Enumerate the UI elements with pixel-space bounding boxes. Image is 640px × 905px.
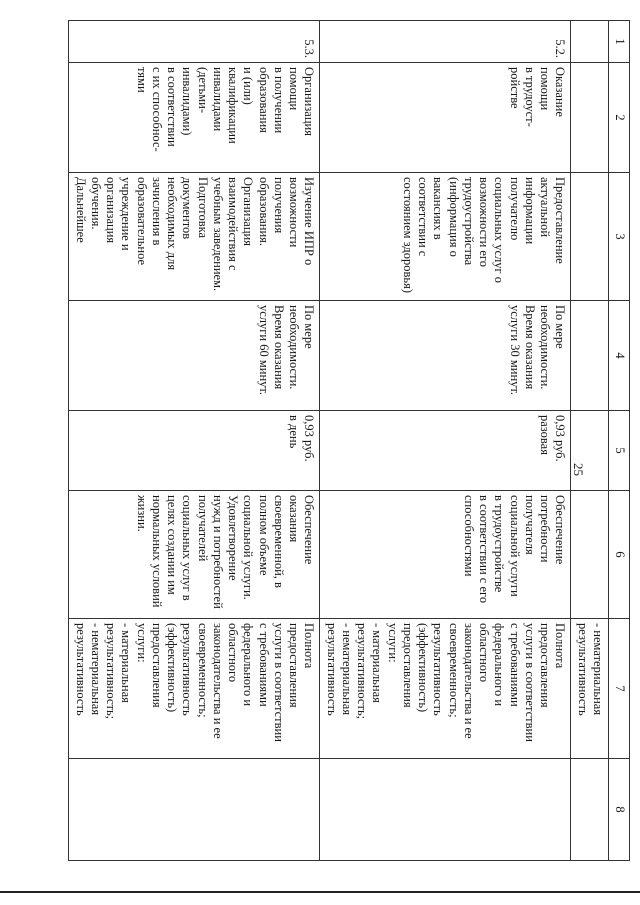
service-content: Изучение ИПР о возможности получения образования. Организация взаимодействия с учебным заведением. Подготовка документов необходимых для зачисления в образовательное учреждение и организация обучения. Дальнейшее	[69, 173, 320, 301]
column-number: 2	[609, 63, 630, 173]
service-timing	[571, 301, 609, 411]
table-row	[69, 21, 320, 861]
row-number	[571, 21, 609, 63]
table-row	[320, 21, 571, 861]
service-name: Оказание помощи в трудоуст- ройстве	[320, 63, 571, 173]
row-number: 5.2.	[320, 21, 571, 63]
service-goal: Обеспечение оказания своевременной, в полном объеме социальной услуги. Удовлетворение нужд и потребностей получателей социальных услуг в целях создании им нормальных условий жизни.	[69, 491, 320, 619]
column-number: 5	[609, 411, 630, 491]
column-number: 3	[609, 173, 630, 301]
service-goal	[571, 491, 609, 619]
service-goal: Обеспечение потребности получателя социальной услуги в трудоустройстве в соответствии с его способностями	[320, 491, 571, 619]
service-quality: - нематериальная результативность	[571, 619, 609, 759]
service-price: 0,93 руб. разовая	[320, 411, 571, 491]
service-timing: По мере необходимости. Время оказания услуги 30 минут.	[320, 301, 571, 411]
service-name: Организация помощи в получении образования и (или) квалификации инвалидами (детьми- инвалидами) в соответствии с их способнос- тями	[69, 63, 320, 173]
service-quality: Полнота предоставления услуги в соответствии с требованиями федерального и областного законодательства и ее своевременность; результативность (эффективность) предоставления услуги: - материальная результативность; - нематериальная результативность	[320, 619, 571, 759]
column-number: 1	[609, 21, 630, 63]
table-row	[571, 21, 609, 861]
rotated-table-container	[70, 20, 630, 860]
service-price	[571, 411, 609, 491]
service-price: 0,93 руб. в день	[69, 411, 320, 491]
column-number: 7	[609, 619, 630, 759]
service-notes	[571, 759, 609, 861]
column-number: 6	[609, 491, 630, 619]
service-quality: Полнота предоставления услуги в соответствии с требованиями федерального и областного законодательства и ее своевременность; результативность (эффективность) предоставления услуги: - материальная результативность; - нематериальная результативность	[69, 619, 320, 759]
row-number: 5.3.	[69, 21, 320, 63]
scan-edge-line	[0, 891, 640, 893]
service-name	[571, 63, 609, 173]
service-notes	[320, 759, 571, 861]
service-notes	[69, 759, 320, 861]
column-numbers-row	[609, 21, 630, 861]
column-number: 4	[609, 301, 630, 411]
service-content	[571, 173, 609, 301]
service-timing: По мере необходимости. Время оказания услуги 60 минут.	[69, 301, 320, 411]
column-number: 8	[609, 759, 630, 861]
service-content: Предоставление актуальной информации получателю социальных услуг о возможности его трудоустройства (информация о вакансиях в соответствии с состоянием здоровья)	[320, 173, 571, 301]
services-table	[69, 20, 631, 861]
page-number: 25	[571, 463, 586, 476]
